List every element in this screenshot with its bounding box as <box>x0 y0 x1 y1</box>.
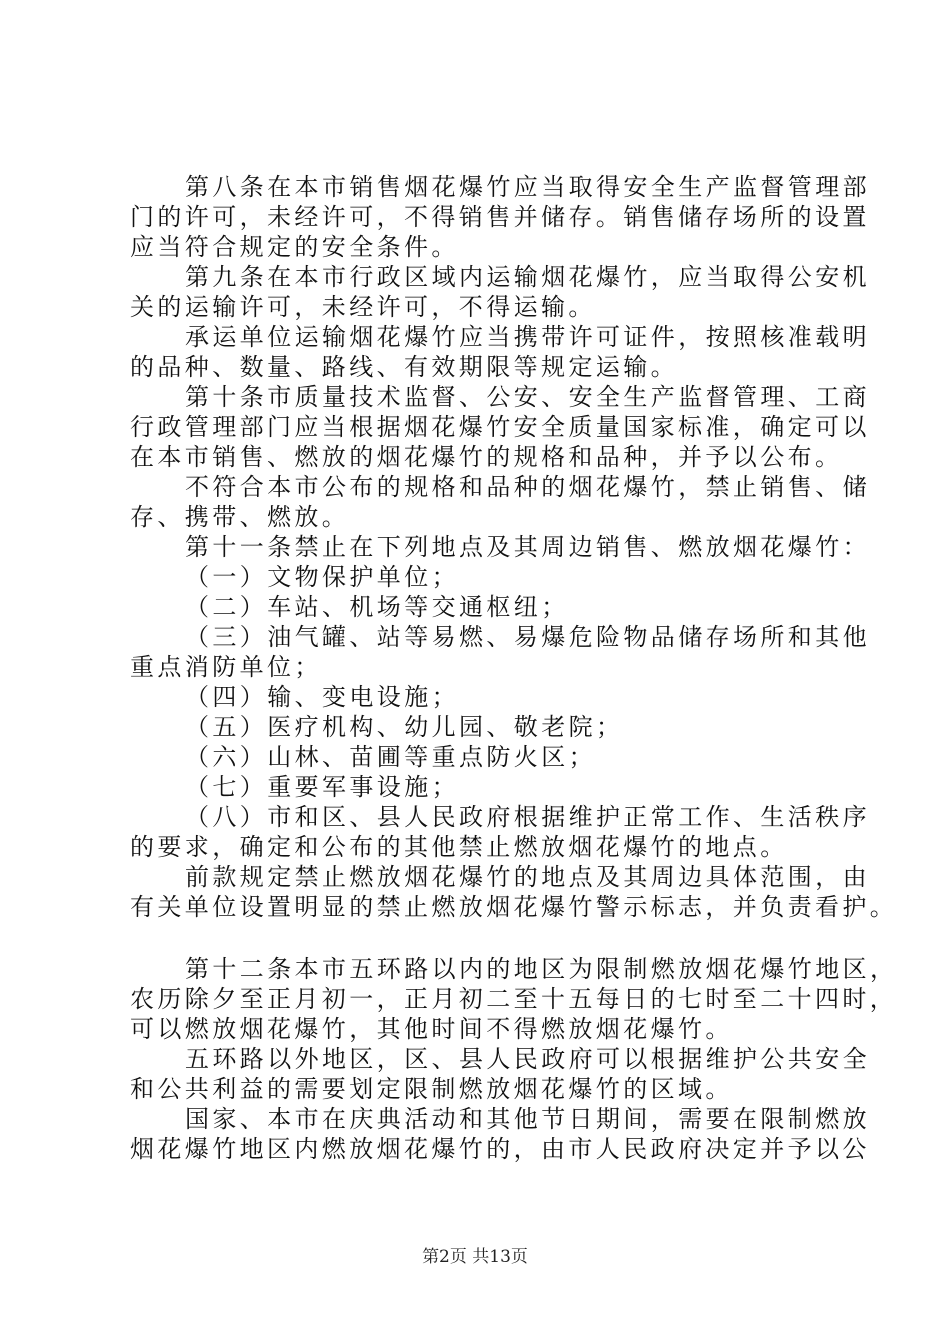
text-line: 关的运输许可，未经许可，不得运输。 <box>130 293 596 321</box>
text-line: 五环路以外地区，区、县人民政府可以根据维护公共安全 <box>185 1045 870 1073</box>
text-line: 农历除夕至正月初一，正月初二至十五每日的七时至二十四时， <box>130 985 898 1013</box>
text-line: 在本市销售、燃放的烟花爆竹的规格和品种，并予以公布。 <box>130 443 843 471</box>
text-line: 门的许可，未经许可，不得销售并储存。销售储存场所的设置 <box>130 203 870 231</box>
text-line: 可以燃放烟花爆竹，其他时间不得燃放烟花爆竹。 <box>130 1015 733 1043</box>
text-line: 行政管理部门应当根据烟花爆竹安全质量国家标准，确定可以 <box>130 413 870 441</box>
text-line: 第十一条禁止在下列地点及其周边销售、燃放烟花爆竹： <box>185 533 870 561</box>
text-line: 的品种、数量、路线、有效期限等规定运输。 <box>130 353 678 381</box>
text-line: （五）医疗机构、幼儿园、敬老院； <box>185 713 624 741</box>
text-line: （七）重要军事设施； <box>185 773 459 801</box>
text-line: 第十二条本市五环路以内的地区为限制燃放烟花爆竹地区， <box>185 955 898 983</box>
text-line: 第十条市质量技术监督、公安、安全生产监督管理、工商 <box>185 383 870 411</box>
text-line: 有关单位设置明显的禁止燃放烟花爆竹警示标志，并负责看护。 <box>130 893 898 921</box>
document-body <box>130 172 898 1164</box>
text-line: 重点消防单位； <box>130 653 322 681</box>
text-line: 承运单位运输烟花爆竹应当携带许可证件，按照核准载明 <box>185 323 870 351</box>
text-line: （三）油气罐、站等易燃、易爆危险物品储存场所和其他 <box>185 623 870 651</box>
page-footer: 第2页 共13页 <box>422 1247 528 1267</box>
text-line: 应当符合规定的安全条件。 <box>130 233 459 261</box>
text-line: （六）山林、苗圃等重点防火区； <box>185 743 596 771</box>
text-line: 不符合本市公布的规格和品种的烟花爆竹，禁止销售、储 <box>185 473 870 501</box>
text-line: 存、携带、燃放。 <box>130 503 350 531</box>
text-line: 和公共利益的需要划定限制燃放烟花爆竹的区域。 <box>130 1075 733 1103</box>
text-line: 烟花爆竹地区内燃放烟花爆竹的，由市人民政府决定并予以公 <box>130 1135 870 1163</box>
text-line: 第九条在本市行政区域内运输烟花爆竹，应当取得公安机 <box>185 263 870 291</box>
paragraph-gap <box>130 922 850 954</box>
text-line: 前款规定禁止燃放烟花爆竹的地点及其周边具体范围，由 <box>185 863 870 891</box>
text-line: （二）车站、机场等交通枢纽； <box>185 593 569 621</box>
text-line: （四）输、变电设施； <box>185 683 459 711</box>
text-line: （八）市和区、县人民政府根据维护正常工作、生活秩序 <box>185 803 870 831</box>
text-line: 第八条在本市销售烟花爆竹应当取得安全生产监督管理部 <box>185 173 870 201</box>
text-line: 国家、本市在庆典活动和其他节日期间，需要在限制燃放 <box>185 1105 870 1133</box>
text-line: （一）文物保护单位； <box>185 563 459 591</box>
text-line: 的要求，确定和公布的其他禁止燃放烟花爆竹的地点。 <box>130 833 788 861</box>
